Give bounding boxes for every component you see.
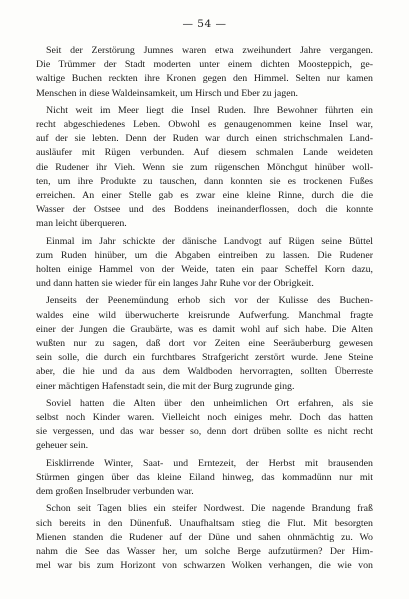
text-line: Die Trümmer der Stadt moderten unter einem dichten Moosteppich, ge- <box>36 59 373 71</box>
text-line: Wasser der Ostsee und des Boddens ineinanderflossen, doch die konnte <box>36 204 373 216</box>
text-line: geheuer sein. <box>36 440 89 452</box>
text-line: einer mächtigen Hafenstadt sein, die mit der Burg zugrunde ging. <box>36 380 295 392</box>
paragraph <box>36 397 373 454</box>
text-line: Schon seit Tagen blies ein steifer Nordwest. Die nagende Brandung fraß <box>46 503 373 515</box>
text-line: aber, die hie und da aus dem Waldboden hervorragten, sollten Überreste <box>36 366 373 378</box>
page-number: — 54 — <box>182 18 227 30</box>
text-line: und dann hatten sie wieder für ein langes Jahr Ruhe vor der Obrigkeit. <box>36 278 314 290</box>
text-line: sich bereits in den Dünenfuß. Unaufhaltsam stieg die Flut. Mit besorgten <box>36 517 373 529</box>
text-line: Stürmen gingen über das kleine Eiland hinweg, das kommadünn nur mit <box>36 471 373 483</box>
text-line: Eisklirrende Winter, Saat- und Erntezeit, der Herbst mit brausenden <box>46 457 373 469</box>
text-line: Soviel hatten die Alten über den unheimlichen Ort erfahren, als sie <box>46 397 373 409</box>
text-line: auf der sie lebten. Denn der Ruden war durch einen strichschmalen Land- <box>36 133 373 145</box>
text-line: waldes eine wild überwucherte kreisrunde Aufwerfung. Manchmal fragte <box>36 309 373 321</box>
text-line: die Rudener ihr Vieh. Wenn sie zum rügenschen Mönchgut hinüber woll- <box>36 161 373 173</box>
paragraph <box>36 457 373 500</box>
text-line: mel war bis zum Horizont von schwarzen Wolken verhangen, die wie von <box>36 560 373 572</box>
text-line: sie vergessen, und das war besser so, denn dort drüben sollte es nicht recht <box>36 426 373 438</box>
text-line: recht abgeschiedenes Leben. Obwohl es genaugenommen keine Insel war, <box>36 119 373 131</box>
text-line: waltige Buchen reckten ihre Kronen gegen den Himmel. Selten nur kamen <box>36 73 373 85</box>
text-line: nahm die See das Wasser her, um solche Berge aufzutürmen? Der Him- <box>36 545 373 557</box>
paragraph <box>36 44 373 101</box>
text-line: Jenseits der Peenemündung erhob sich vor der Kulisse des Buchen- <box>46 295 373 307</box>
text-line: Menschen in diese Waldeinsamkeit, um Hirsch und Eber zu jagen. <box>36 87 299 99</box>
text-line: Nicht weit im Meer liegt die Insel Ruden. Ihre Bewohner führten ein <box>46 104 373 116</box>
text-line: selbst noch Kinder waren. Vielleicht noch einiges mehr. Doch das hatten <box>36 412 373 424</box>
body-text <box>36 44 373 576</box>
paragraph <box>36 502 373 573</box>
paragraph <box>36 235 373 292</box>
text-line: erreichen. An einer Stelle gab es zwar eine kleine Rinne, durch die die <box>36 190 373 202</box>
text-line: holten einige Hammel von der Weide, taten ein paar Scheffel Korn dazu, <box>36 264 373 276</box>
paragraph <box>36 294 373 393</box>
text-line: Einmal im Jahr schickte der dänische Landvogt auf Rügen seine Büttel <box>46 235 373 247</box>
text-line: einer der Jungen die Graubärte, was es damit wohl auf sich habe. Die Alten <box>36 323 373 335</box>
text-line: Mienen standen die Rudener auf der Düne und sahen ohnmächtig zu. Wo <box>36 531 373 543</box>
text-line: zum Ruden hinüber, um die Abgaben eintreiben zu lassen. Die Rudener <box>36 249 373 261</box>
text-line: Seit der Zerstörung Jumnes waren etwa zweihundert Jahre vergangen. <box>46 45 373 56</box>
text-line: man leicht überqueren. <box>36 218 127 230</box>
paragraph <box>36 104 373 232</box>
text-line: wußten nur zu sagen, daß dort vor Zeiten eine Seeräuberburg gewesen <box>36 338 373 350</box>
text-line: dem großen Inselbruder verbunden war. <box>36 486 194 498</box>
text-line: ausläufer mit Rügen verbunden. Auf diesem schmalen Lande weideten <box>36 147 373 159</box>
text-line: sein solle, die durch ein furchtbares Strafgericht zerstört wurde. Jene Steine <box>36 352 373 364</box>
text-line: ten, um ihre Produkte zu tauschen, dann konnten sie es trockenen Fußes <box>36 175 373 187</box>
